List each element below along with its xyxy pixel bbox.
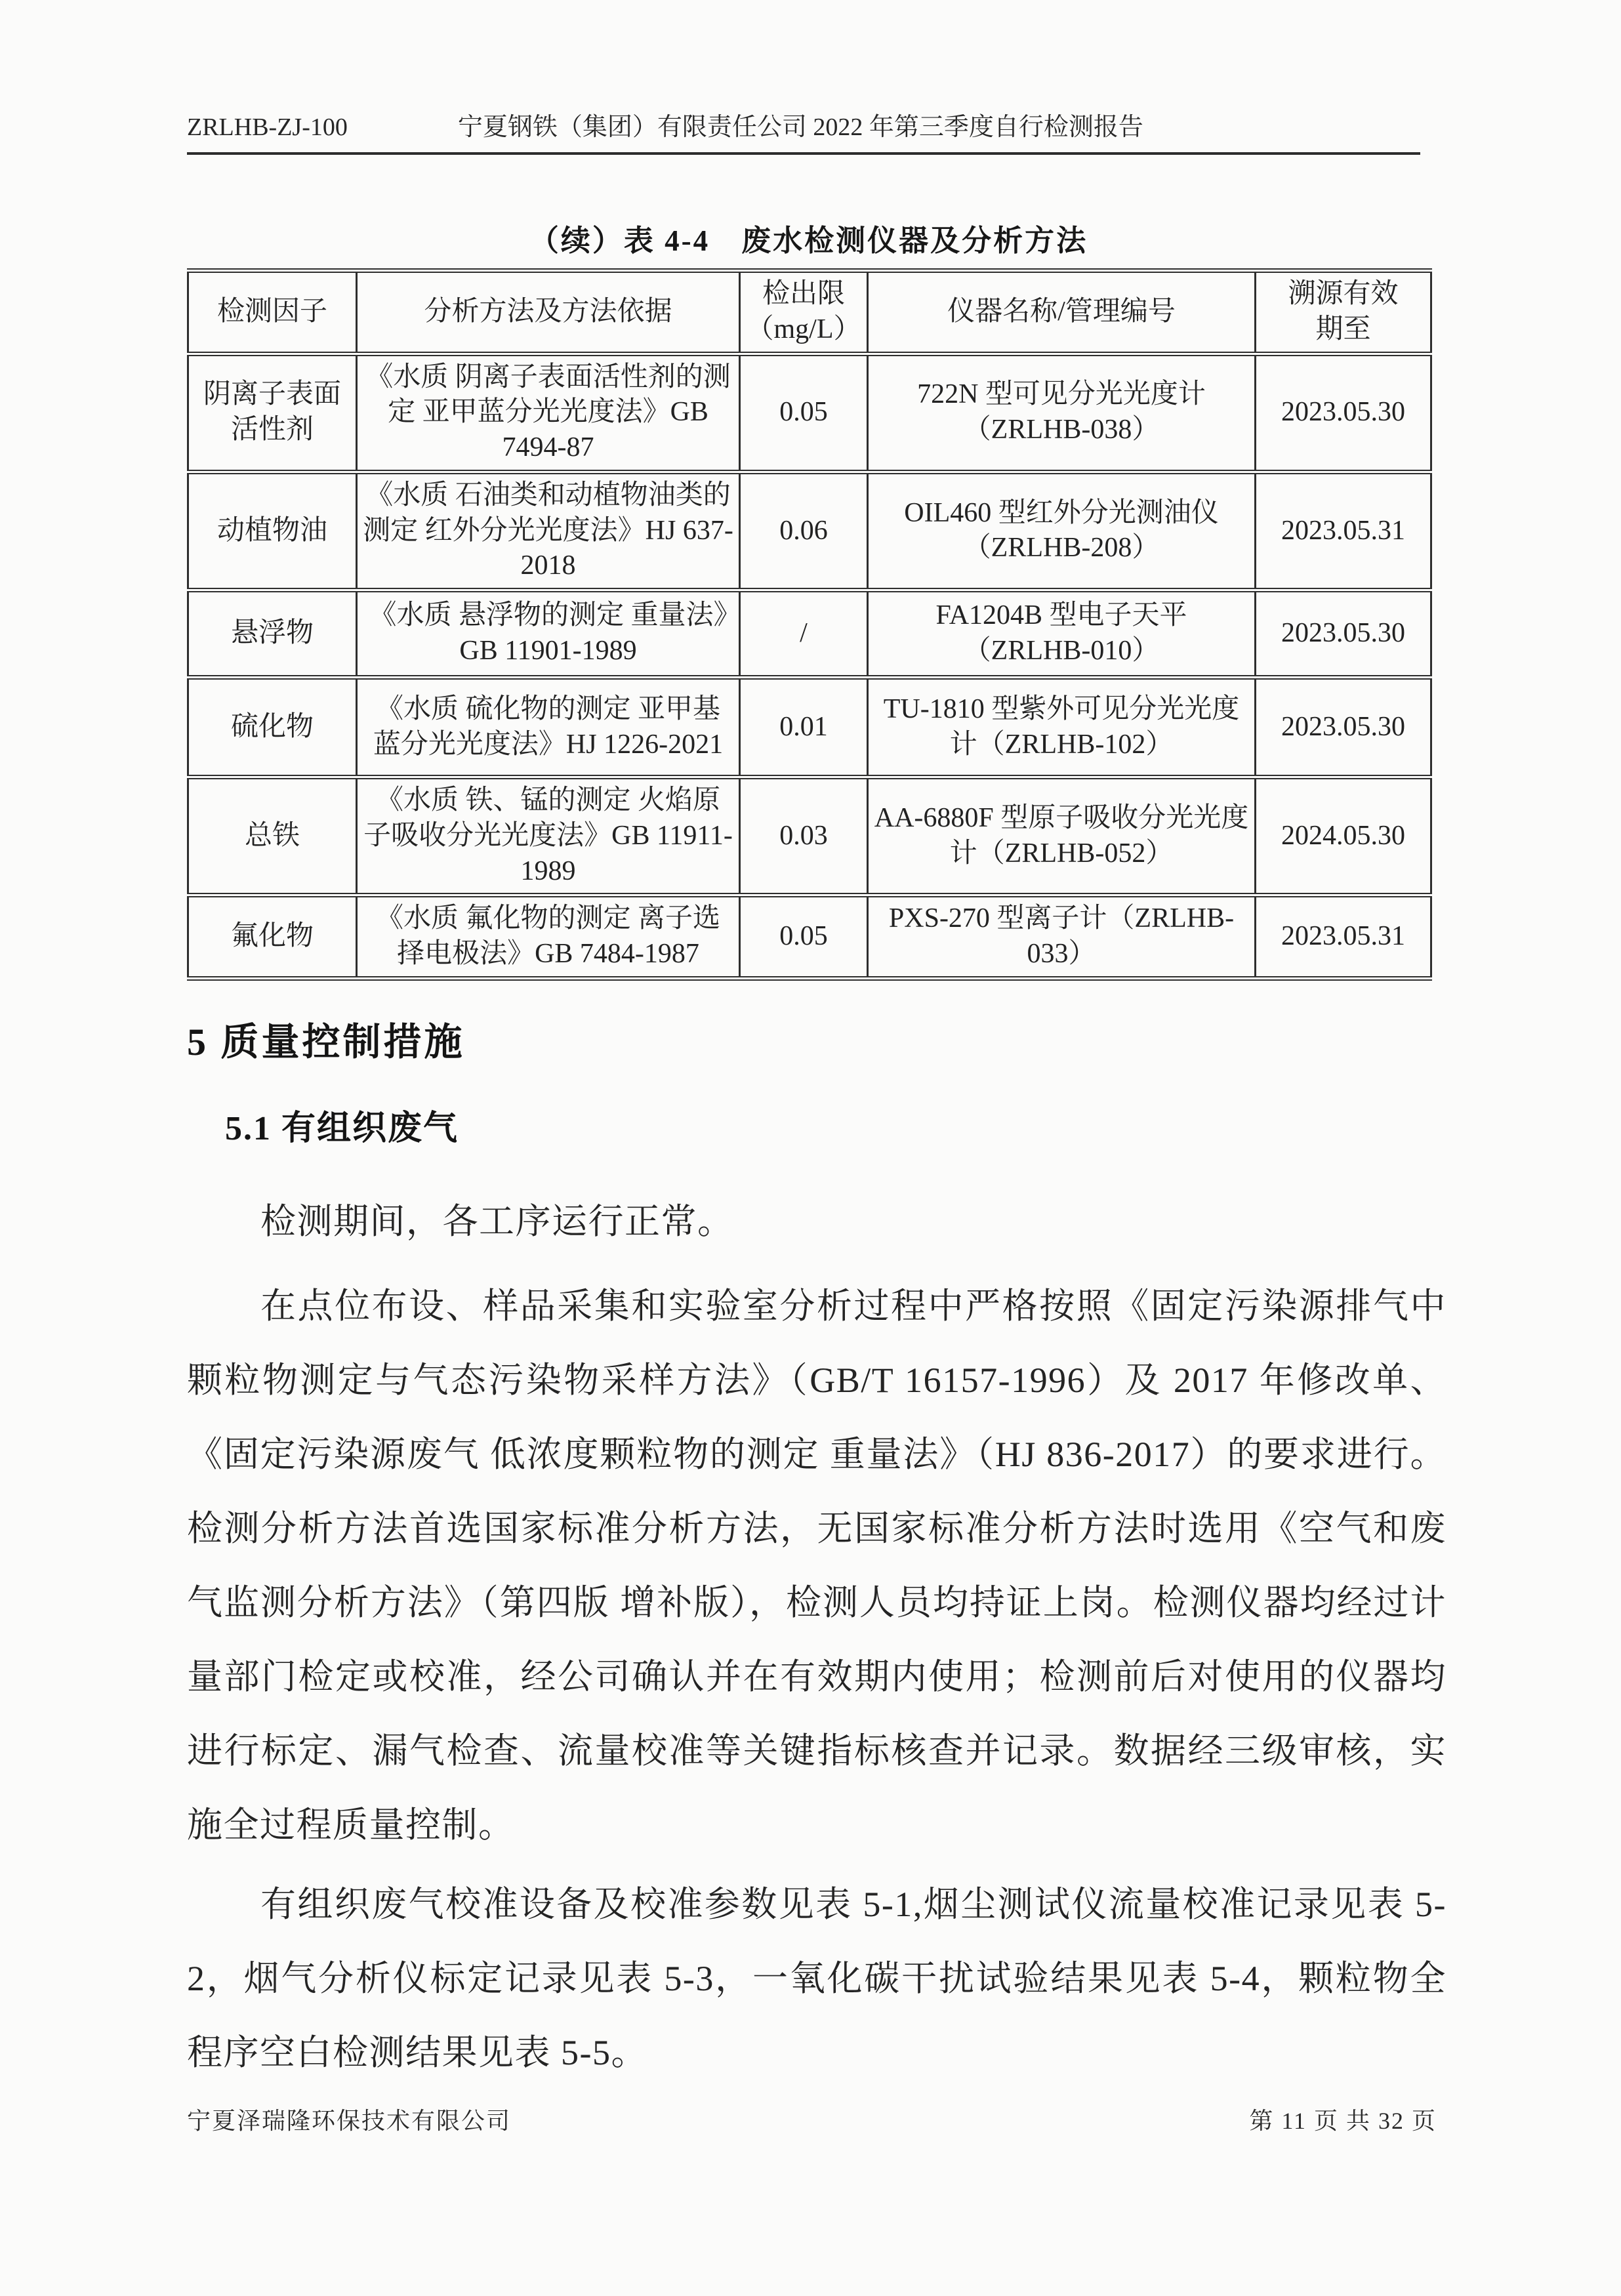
table-header-row — [188, 271, 1431, 354]
col-header-label: （mg/L） — [746, 314, 861, 344]
table-row — [188, 777, 1431, 895]
doc-footer — [187, 2102, 1437, 2136]
col-header-label: 检测因子 — [216, 296, 327, 327]
col-header-valid-until — [1256, 271, 1431, 354]
doc-header — [187, 0, 1447, 144]
cell-method: 《水质 石油类和动植物油类的测定 红外分光光度法》HJ 637-2018 — [357, 472, 740, 590]
col-header-method — [357, 271, 740, 354]
cell-instrument: OIL460 型红外分光测油仪（ZRLHB-208） — [868, 472, 1256, 590]
footer-company: 宁夏泽瑞隆环保技术有限公司 — [187, 2108, 512, 2134]
cell-instrument: TU-1810 型紫外可见分光光度计（ZRLHB-102） — [868, 678, 1256, 777]
cell-valid-until: 2024.05.30 — [1256, 777, 1431, 895]
cell-instrument: PXS-270 型离子计（ZRLHB-033） — [868, 895, 1256, 979]
col-header-factor — [188, 271, 357, 354]
report-title: 宁夏钢铁（集团）有限责任公司 2022 年第三季度自行检测报告 — [457, 113, 1143, 141]
footer-page-info: 第 11 页 共 32 页 — [1249, 2108, 1437, 2134]
cell-limit: 0.03 — [740, 777, 868, 895]
cell-factor: 动植物油 — [188, 472, 357, 590]
section-heading-quality-control: 5 质量控制措施 — [187, 1020, 465, 1063]
cell-limit: 0.05 — [740, 895, 868, 979]
table-row — [188, 472, 1431, 590]
cell-limit: 0.05 — [740, 354, 868, 472]
col-header-label: 仪器名称/管理编号 — [947, 296, 1176, 327]
cell-instrument: 722N 型可见分光光度计（ZRLHB-038） — [868, 354, 1256, 472]
cell-factor: 硫化物 — [188, 678, 357, 777]
cell-factor: 总铁 — [188, 777, 357, 895]
subsection-heading-organized-exhaust: 5.1 有组织废气 — [225, 1109, 459, 1147]
table-row — [188, 590, 1431, 678]
cell-valid-until: 2023.05.31 — [1256, 895, 1431, 979]
cell-limit: 0.01 — [740, 678, 868, 777]
paragraph-operation-status: 检测期间，各工序运行正常。 — [260, 1201, 734, 1241]
cell-limit: 0.06 — [740, 472, 868, 590]
table-row — [188, 354, 1431, 472]
cell-valid-until: 2023.05.31 — [1256, 472, 1431, 590]
col-header-label: 分析方法及方法依据 — [424, 296, 672, 327]
header-rule — [187, 152, 1420, 155]
col-header-instrument — [868, 271, 1256, 354]
paragraph-qc-methods: 在点位布设、样品采集和实验室分析过程中严格按照《固定污染源排气中颗粒物测定与气态污染物采样方法》（GB/T 16157-1996）及 2017 年修改单、《固定污染源废气 低浓度颗粒物的测定 重量法》（HJ 836-2017）的要求进行。检测分析方法首选国家标准分析方法，无国家标准分析方法时选用《空气和废气监测分析方法》（第四版 增补版），检测人员均持证上岗。检测仪器均经过计量部门检定或校准，经公司确认并在有效期内使用；检测前后对使用的仪器均进行标定、漏气检查、流量校准等关键指标核查并记录。数据经三级审核，实施全过程质量控制。 — [187, 1286, 1447, 1845]
cell-method: 《水质 氟化物的测定 离子选择电极法》GB 7484-1987 — [357, 895, 740, 979]
cell-method: 《水质 阴离子表面活性剂的测定 亚甲蓝分光光度法》GB 7494-87 — [357, 354, 740, 472]
cell-valid-until: 2023.05.30 — [1256, 678, 1431, 777]
cell-factor: 悬浮物 — [188, 590, 357, 678]
cell-limit: / — [740, 590, 868, 678]
cell-method: 《水质 硫化物的测定 亚甲基蓝分光光度法》HJ 1226-2021 — [357, 678, 740, 777]
doc-code: ZRLHB-ZJ-100 — [187, 113, 348, 141]
cell-factor: 氟化物 — [188, 895, 357, 979]
paragraph-table-references: 有组织废气校准设备及校准参数见表 5-1,烟尘测试仪流量校准记录见表 5-2，烟气分析仪标定记录见表 5-3，一氧化碳干扰试验结果见表 5-4，颗粒物全程序空白检测结果见表 5-5。 — [187, 1884, 1447, 2072]
cell-method: 《水质 铁、锰的测定 火焰原子吸收分光光度法》GB 11911-1989 — [357, 777, 740, 895]
cell-instrument: FA1204B 型电子天平（ZRLHB-010） — [868, 590, 1256, 678]
col-header-label: 检出限 — [762, 279, 845, 309]
cell-instrument: AA-6880F 型原子吸收分光光度计（ZRLHB-052） — [868, 777, 1256, 895]
table-row — [188, 678, 1431, 777]
col-header-label: 期至 — [1315, 314, 1371, 344]
cell-valid-until: 2023.05.30 — [1256, 354, 1431, 472]
table-row — [188, 895, 1431, 979]
cell-method: 《水质 悬浮物的测定 重量法》GB 11901-1989 — [357, 590, 740, 678]
page-content — [187, 0, 1447, 2090]
instruments-table — [187, 268, 1432, 981]
col-header-limit — [740, 271, 868, 354]
col-header-label: 溯源有效 — [1288, 279, 1399, 309]
cell-factor: 阴离子表面活性剂 — [188, 354, 357, 472]
cell-valid-until: 2023.05.30 — [1256, 590, 1431, 678]
table-caption: （续）表 4-4 废水检测仪器及分析方法 — [529, 224, 1088, 257]
